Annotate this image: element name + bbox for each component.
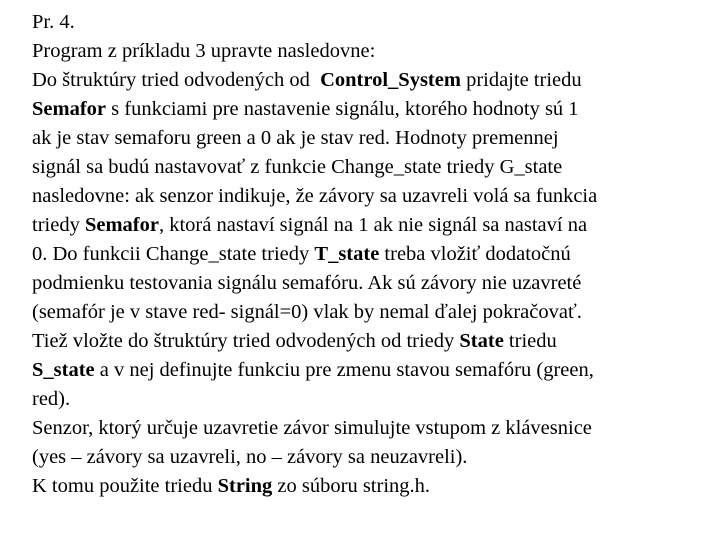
text-segment: red).	[32, 388, 71, 410]
text-segment: (yes – závory sa uzavreli, no – závory sa neuzavreli).	[32, 446, 468, 468]
text-segment: s funkciami pre nastavenie signálu, ktorého hodnoty sú 1	[106, 98, 579, 120]
text-segment: Senzor, ktorý určuje uzavretie závor simulujte vstupom z klávesnice	[32, 417, 592, 439]
bold-class-name: Semafor	[32, 98, 107, 120]
text-segment: signál sa budú nastavovať z funkcie Change_state triedy G_state	[32, 156, 563, 178]
text-segment: triedu	[503, 330, 557, 352]
doc-line	[32, 95, 712, 124]
doc-line	[32, 414, 712, 443]
text-segment: (semafór je v stave red- signál=0) vlak by nemal ďalej pokračovať.	[32, 301, 582, 323]
doc-line	[32, 37, 712, 66]
bold-class-name: S_state	[32, 359, 95, 381]
text-segment: 0. Do funkcii Change_state triedy	[32, 243, 315, 265]
doc-line	[32, 240, 712, 269]
text-segment: K tomu použite triedu	[32, 475, 218, 497]
doc-line	[32, 66, 712, 95]
doc-line	[32, 298, 712, 327]
text-segment: Tiež vložte do štruktúry tried odvodených od triedy	[32, 330, 460, 352]
doc-line	[32, 472, 712, 501]
bold-class-name: Control_System	[320, 69, 461, 91]
text-segment: ak je stav semaforu green a 0 ak je stav red. Hodnoty premennej	[32, 127, 559, 149]
text-segment: nasledovne: ak senzor indikuje, že závory sa uzavreli volá sa funkcia	[32, 185, 598, 207]
bold-class-name: State	[459, 330, 504, 352]
doc-line	[32, 443, 712, 472]
text-segment: Do štruktúry tried odvodených od	[32, 69, 321, 91]
doc-line	[32, 327, 712, 356]
text-segment: podmienku testovania signálu semafóru. Ak sú závory nie uzavreté	[32, 272, 582, 294]
text-segment: Program z príkladu 3 upravte nasledovne:	[32, 40, 376, 62]
bold-class-name: Semafor	[84, 214, 159, 236]
document-body	[32, 8, 712, 501]
doc-line	[32, 182, 712, 211]
text-segment: Pr. 4.	[32, 11, 75, 33]
text-segment: , ktorá nastaví signál na 1 ak nie signál sa nastaví na	[158, 214, 588, 236]
doc-line	[32, 269, 712, 298]
doc-line	[32, 385, 712, 414]
doc-line	[32, 211, 712, 240]
text-segment: zo súboru string.h.	[272, 475, 431, 497]
text-segment: pridajte triedu	[460, 69, 582, 91]
doc-line	[32, 124, 712, 153]
bold-class-name: T_state	[314, 243, 380, 265]
bold-class-name: String	[217, 475, 273, 497]
text-segment: a v nej definujte funkciu pre zmenu stavou semafóru (green,	[94, 359, 594, 381]
doc-line	[32, 153, 712, 182]
doc-line	[32, 8, 712, 37]
text-segment: triedy	[32, 214, 85, 236]
text-segment: treba vložiť dodatočnú	[379, 243, 571, 265]
doc-line	[32, 356, 712, 385]
